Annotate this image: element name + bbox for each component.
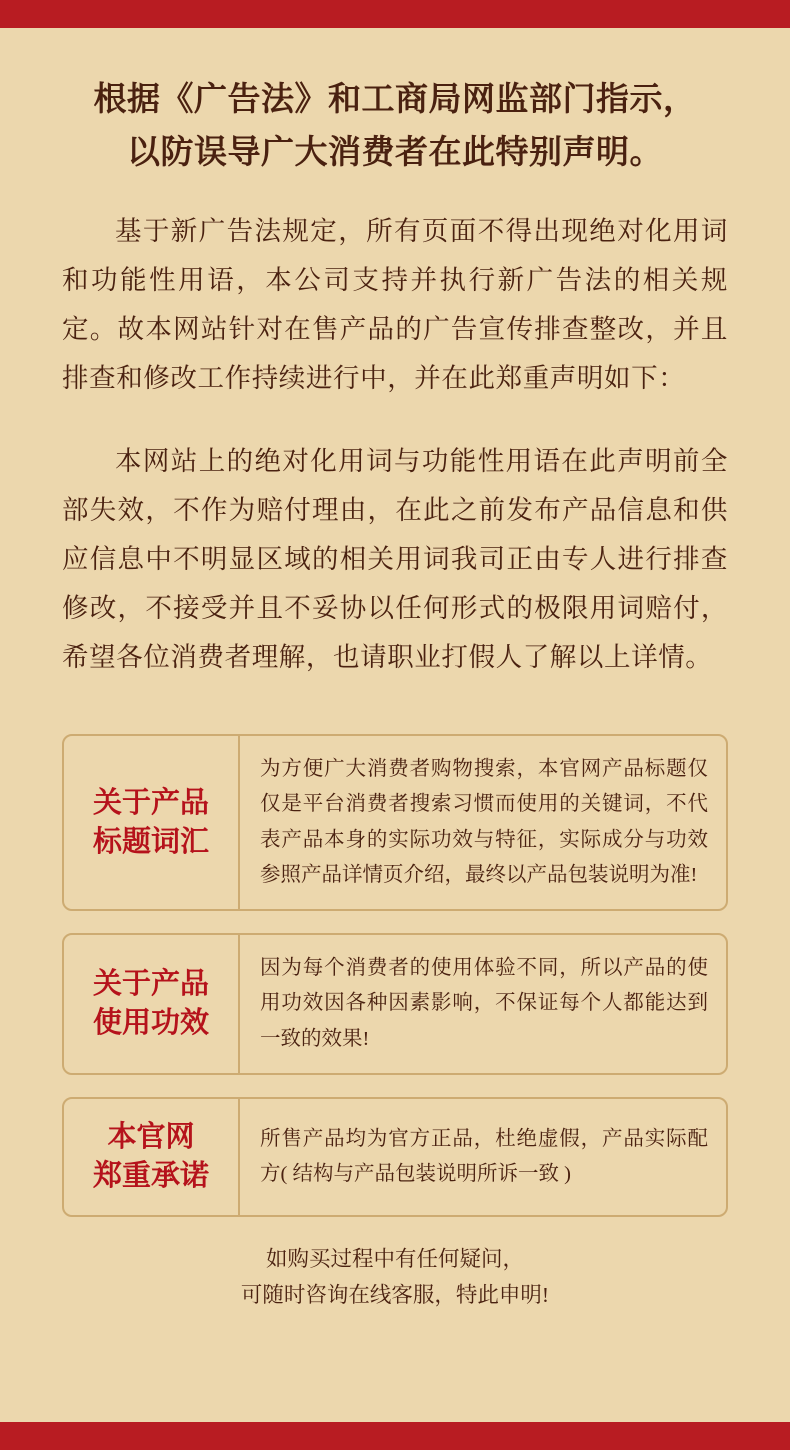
statement-box-label-line-1: 关于产品 [92,968,209,1001]
footer-note-line-2: 可随时咨询在线客服，特此申明! [240,1283,550,1308]
footer-note-line-1: 如购买过程中有任何疑问， [265,1246,524,1271]
page-title [62,74,728,181]
statement-box-label-line-2: 使用功效 [92,1006,209,1039]
footer-note [62,1241,728,1314]
page-title-line-2: 以防误导广大消费者在此特别声明。 [127,135,663,172]
statement-box-label [64,935,240,1073]
statement-box-label-line-2: 标题词汇 [92,825,209,858]
statement-box-label [64,736,240,909]
statement-box-label [64,1099,240,1215]
page-title-line-1: 根据《广告法》和工商局网监部门指示， [93,82,697,118]
statement-box-label-line-1: 本官网 [107,1120,195,1153]
statement-box-body: 所售产品均为官方正品，杜绝虚假，产品实际配方( 结构与产品包装说明所诉一致 ) [260,1127,708,1185]
statement-box-body: 因为每个消费者的使用体验不同，所以产品的使用功效因各种因素影响，不保证每个人都能达到一致的效果! [260,957,708,1050]
statement-box [62,1097,728,1217]
statement-paragraph-1: 基于新广告法规定，所有页面不得出现绝对化用词和功能性用语，本公司支持并执行新广告法的相关规定。故本网站针对在售产品的广告宣传排查整改，并且排查和修改工作持续进行中，并在此郑重声明如下： [62,215,728,393]
statement-panel [0,28,790,1422]
statement-box-label-line-2: 郑重承诺 [92,1159,209,1192]
statement-paragraph-2: 本网站上的绝对化用词与功能性用语在此声明前全部失效，不作为赔付理由，在此之前发布产品信息和供应信息中不明显区域的相关用词我司正由专人进行排查修改，不接受并且不妥协以任何形式的极限用词赔付，希望各位消费者理解，也请职业打假人了解以上详情。 [62,445,728,673]
statement-box [62,933,728,1075]
statement-box-label-line-1: 关于产品 [92,786,209,819]
statement-box [62,734,728,911]
statement-box-list [62,734,728,1217]
statement-box-body: 为方便广大消费者购物搜索，本官网产品标题仅仅是平台消费者搜索习惯而使用的关键词，不代表产品本身的实际功效与特征，实际成分与功效参照产品详情页介绍，最终以产品包装说明为准! [260,758,708,886]
